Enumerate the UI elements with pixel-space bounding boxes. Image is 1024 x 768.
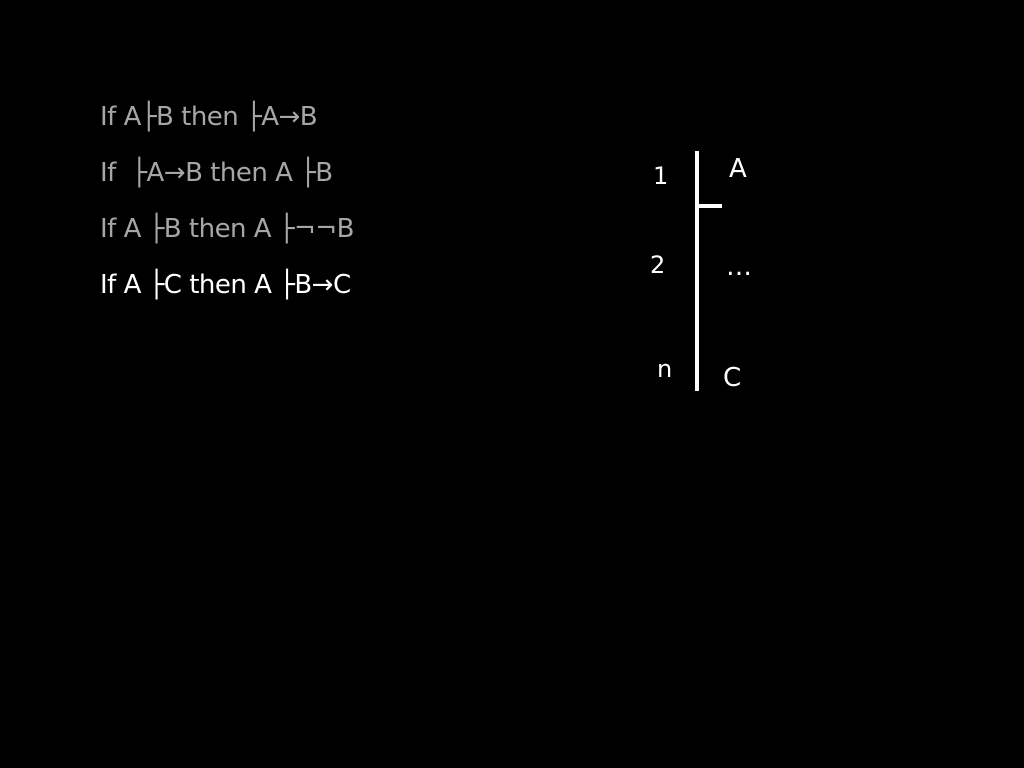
- line-number-1: 1: [653, 162, 669, 190]
- line-formula-assumption: A: [729, 154, 747, 184]
- rule-conditional-introduction: If A ├C then A ├B→C: [100, 270, 351, 300]
- rule-deduction-theorem: If A├B then ├A→B: [100, 102, 318, 132]
- assumption-underline: [695, 204, 722, 208]
- line-formula-conclusion: C: [723, 363, 742, 393]
- rule-double-negation: If A ├B then A ├¬¬B: [100, 214, 354, 244]
- rule-converse-deduction: If ├A→B then A ├B: [100, 158, 333, 188]
- subproof-scope-line: [695, 151, 699, 391]
- line-number-n: n: [657, 355, 673, 383]
- line-number-2: 2: [650, 251, 666, 279]
- line-formula-ellipsis: …: [726, 252, 752, 282]
